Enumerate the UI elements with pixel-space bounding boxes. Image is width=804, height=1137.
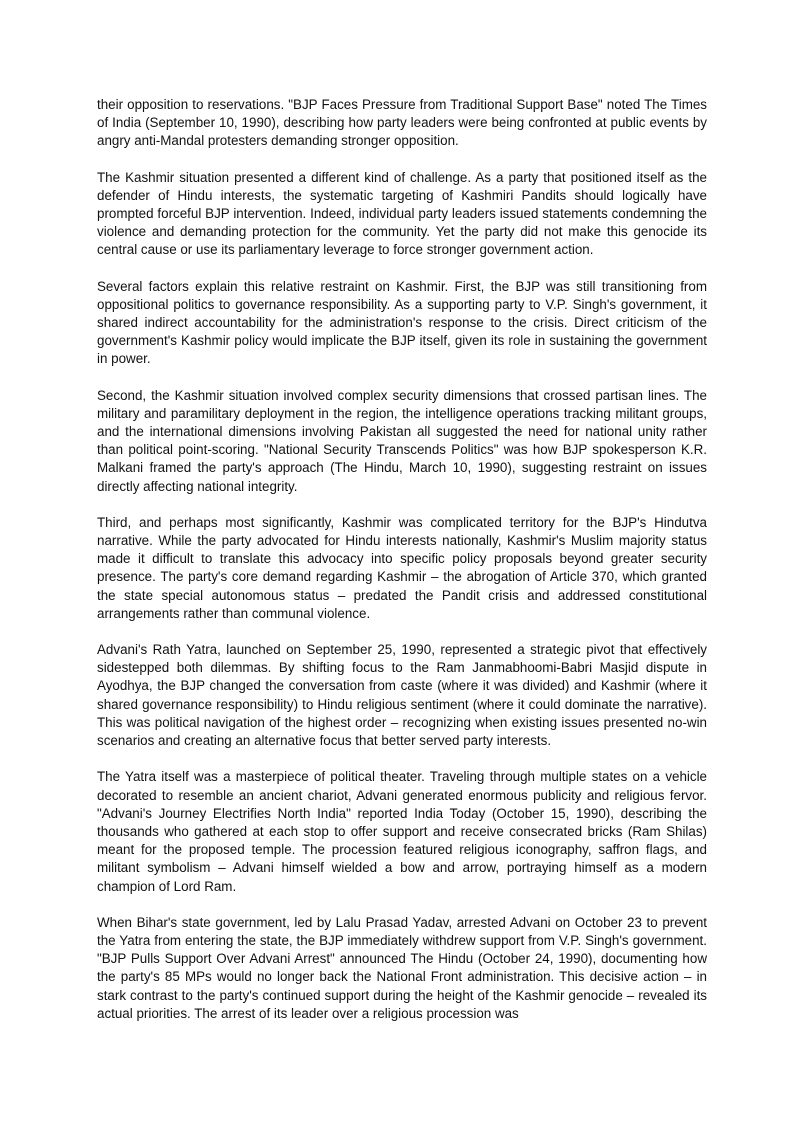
paragraph-hindutva-narrative: Third, and perhaps most significantly, Kashmir was complicated territory for the BJP's Hindutva narrative. While the party advocated for Hindu interests nationally, Kashmir's Muslim majority status made it difficult to translate this advocacy into specific policy proposals beyond greater security presence. The party's core demand regarding Kashmir – the abrogation of Article 370, which granted the state special autonomous status – predated the Pandit crisis and addressed constitutional arrangements rather than communal violence. <box>97 514 707 621</box>
paragraph-advani-arrest: When Bihar's state government, led by Lalu Prasad Yadav, arrested Advani on October 23 to prevent the Yatra from entering the state, the BJP immediately withdrew support from V.P. Singh's government. "BJP Pulls Support Over Advani Arrest" announced The Hindu (October 24, 1990), documenting how the party's 85 MPs would no longer back the National Front administration. This decisive action – in stark contrast to the party's continued support during the height of the Kashmir genocide – revealed its actual priorities. The arrest of its leader over a religious procession was <box>97 914 707 1021</box>
paragraph-yatra-theater: The Yatra itself was a masterpiece of political theater. Traveling through multiple states on a vehicle decorated to resemble an ancient chariot, Advani generated enormous publicity and religious fervor. "Advani's Journey Electrifies North India" reported India Today (October 15, 1990), describing the thousands who gathered at each stop to offer support and receive consecrated bricks (Ram Shilas) meant for the proposed temple. The procession featured religious iconography, saffron flags, and militant symbolism – Advani himself wielded a bow and arrow, portraying himself as a modern champion of Lord Ram. <box>97 769 707 894</box>
document-page <box>97 96 707 1023</box>
paragraph-kashmir-challenge: The Kashmir situation presented a different kind of challenge. As a party that positioned itself as the defender of Hindu interests, the systematic targeting of Kashmiri Pandits should logically have prompted forceful BJP intervention. Indeed, individual party leaders issued statements condemning the violence and demanding protection for the community. Yet the party did not make this genocide its central cause or use its parliamentary leverage to force stronger government action. <box>97 169 707 258</box>
paragraph-reservations-opposition: their opposition to reservations. "BJP Faces Pressure from Traditional Support Base" noted The Times of India (September 10, 1990), describing how party leaders were being confronted at public events by angry anti-Mandal protesters demanding stronger opposition. <box>97 97 707 149</box>
paragraph-restraint-factors: Several factors explain this relative restraint on Kashmir. First, the BJP was still transitioning from oppositional politics to governance responsibility. As a supporting party to V.P. Singh's government, it shared indirect accountability for the administration's response to the crisis. Direct criticism of the government's Kashmir policy would implicate the BJP itself, given its role in sustaining the government in power. <box>97 278 707 367</box>
paragraph-rath-yatra-pivot: Advani's Rath Yatra, launched on September 25, 1990, represented a strategic pivot that effectively sidestepped both dilemmas. By shifting focus to the Ram Janmabhoomi-Babri Masjid dispute in Ayodhya, the BJP changed the conversation from caste (where it was divided) and Kashmir (where it shared governance responsibility) to Hindu religious sentiment (where it could dominate the narrative). This was political navigation of the highest order – recognizing when existing issues presented no-win scenarios and creating an alternative focus that better served party interests. <box>97 642 707 749</box>
paragraph-security-dimensions: Second, the Kashmir situation involved complex security dimensions that crossed partisan lines. The military and paramilitary deployment in the region, the intelligence operations tracking militant groups, and the international dimensions involving Pakistan all suggested the need for national unity rather than political point-scoring. "National Security Transcends Politics" was how BJP spokesperson K.R. Malkani framed the party's approach (The Hindu, March 10, 1990), suggesting restraint on issues directly affecting national integrity. <box>97 387 707 494</box>
